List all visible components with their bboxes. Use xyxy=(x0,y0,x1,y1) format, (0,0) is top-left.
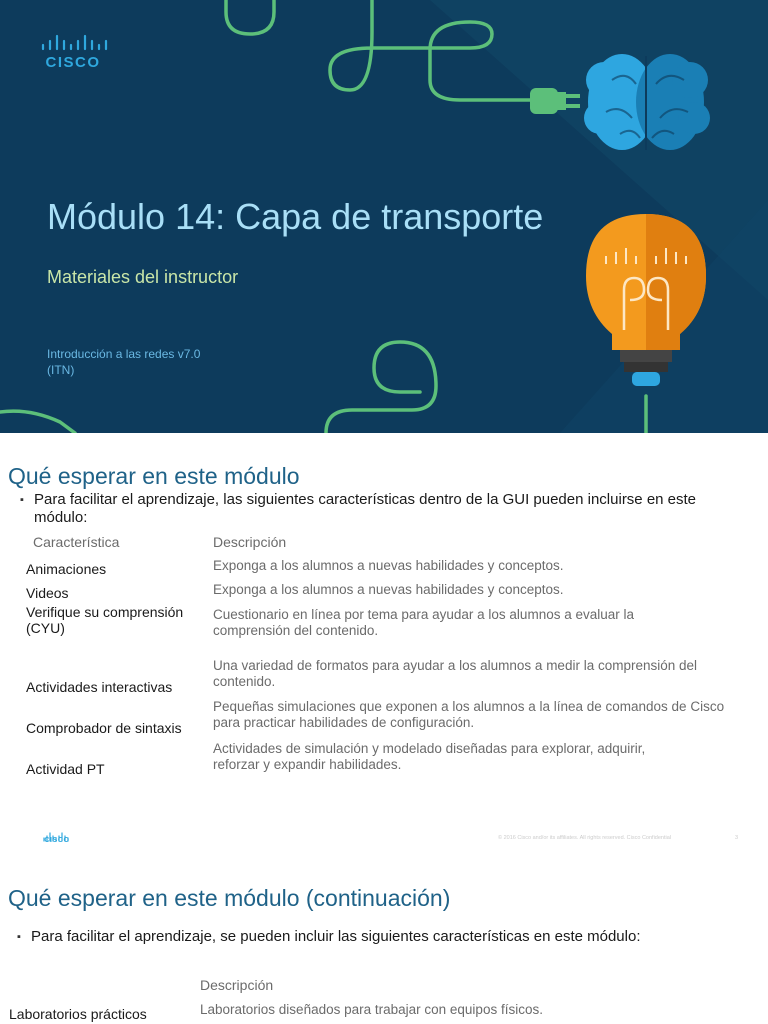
intro-bullet: ▪ Para facilitar el aprendizaje, las siguientes características dentro de la GUI pueden incluirse en este módulo: xyxy=(34,491,724,527)
table-row-description: Cuestionario en línea por tema para ayudar a los alumnos a evaluar la comprensión del contenido. xyxy=(213,607,634,638)
table-row-feature: Videos xyxy=(26,585,69,601)
table-row-description: Una variedad de formatos para ayudar a los alumnos a medir la comprensión del contenido. xyxy=(213,658,698,689)
cisco-bridge-icon xyxy=(40,34,112,52)
table-row-feature: Laboratorios prácticos xyxy=(9,1006,147,1022)
table-row-description: Laboratorios diseñados para trabajar con equipos físicos. xyxy=(200,1002,543,1017)
brain-icon xyxy=(584,54,710,150)
module-overview-continued-slide xyxy=(0,865,768,1024)
course-code: (ITN) xyxy=(47,363,75,377)
intro-bullet: ▪ Para facilitar el aprendizaje, se pueden incluir las siguientes características en este módulo: xyxy=(31,928,731,946)
table-row-feature: Verifique su comprensión (CYU) xyxy=(26,604,184,636)
footer-page-number: 3 xyxy=(735,835,739,841)
course-name: Introducción a las redes v7.0 xyxy=(47,347,201,361)
slide-title: Módulo 14: Capa de transporte xyxy=(47,196,544,237)
table-row-feature: Actividades interactivas xyxy=(26,679,173,695)
title-slide xyxy=(0,0,768,433)
module-overview-slide xyxy=(0,433,768,865)
slide-subtitle: Materiales del instructor xyxy=(47,267,239,287)
cisco-logo xyxy=(40,34,112,70)
table-row-feature: Animaciones xyxy=(26,561,107,577)
table-row-description: Actividades de simulación y modelado diseñadas para explorar, adquirir, reforzar y expandir habilidades. xyxy=(213,741,646,772)
table-row-description: Exponga a los alumnos a nuevas habilidades y conceptos. xyxy=(213,558,564,573)
slide-heading: Qué esperar en este módulo (continuación) xyxy=(8,885,451,911)
column-header-description: Descripción xyxy=(213,534,287,550)
column-header-feature: Característica xyxy=(33,534,120,550)
footer-cisco-logo xyxy=(42,829,72,847)
table-row-description: Exponga a los alumnos a nuevas habilidades y conceptos. xyxy=(213,582,564,597)
cisco-logo-text: CISCO xyxy=(45,54,101,71)
table-row-description: Pequeñas simulaciones que exponen a los alumnos a la línea de comandos de Cisco para practicar habilidades de configuración. xyxy=(213,699,725,730)
footer-logo-text: CISCO xyxy=(44,837,70,844)
table-row-feature: Comprobador de sintaxis xyxy=(26,720,182,736)
column-header-description: Descripción xyxy=(200,977,274,993)
footer-copyright: © 2016 Cisco and/or its affiliates. All rights reserved. Cisco Confidential xyxy=(498,835,672,841)
course-info xyxy=(47,346,200,378)
slide-heading: Qué esperar en este módulo xyxy=(8,463,300,489)
table-row-feature: Actividad PT xyxy=(26,761,105,777)
